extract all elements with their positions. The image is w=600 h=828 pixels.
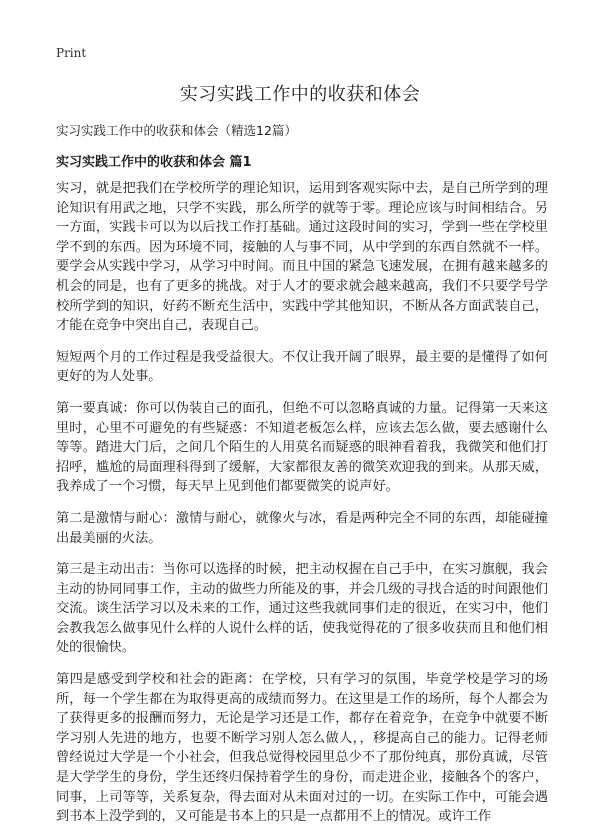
section-heading: 实习实践工作中的收获和体会 篇1 <box>56 155 252 170</box>
paragraph: 第二是激情与耐心：激情与耐心，就像火与冰，看是两种完全不同的东西，却能碰撞出最美丽的火法。 <box>56 510 548 546</box>
paragraph: 第四是感受到学校和社会的距离：在学校，只有学习的氛围，毕竟学校是学习的场所，每一个学生都在为取得更高的成绩而努力。在这里是工作的场所，每个人都会为了获得更多的报酬而努力，无论是学习还是工作，都存在着竞争，在竞争中就要不断学习别人先进的地方，也要不断学习别人怎么做人，，移提高自己的能力。记得老师曾经说过大学是一个小社会，但我总觉得校园里总少不了那份纯真，那份真诚，尽管是大学学生的身份，学生还终归保持着学生的身份，而走进企业，接触各个的客户，同事，上司等等，关系复杂，得去面对从未面对过的一切。在实际工作中，可能会遇到书本上没学到的，又可能是书本上的只是一点都用不上的情况。或许工作 <box>56 672 548 825</box>
paragraph: 第一要真诚：你可以伪装自己的面孔，但绝不可以忽略真诚的力量。记得第一天来这里时，心里不可避免的有些疑惑：不知道老板怎么样，应该去怎么做，要去感谢什么等等。踏进大门后，之间几个陌生的人用莫名而疑惑的眼神看着我，我微笑和他们打招呼，尴尬的局面理科得到了缓解，大家都很友善的微笑欢迎我的到来。从那天威，我养成了一个习惯，每天早上见到他们都要微笑的说声好。 <box>56 400 548 495</box>
paragraph: 实习，就是把我们在学校所学的理论知识，运用到客观实际中去，是自己所学到的理论知识有用武之地，只学不实践，那么所学的就等于零。理论应该与时间相结合。另一方面，实践卡可以为以后找工作打基础。通过这段时间的实习，学到一些在学校里学不到的东西。因为环境不同，接触的人与事不同，从中学到的东西自然就不一样。要学会从实践中学习，从学习中时间。而且中国的紧急飞速发展，在拥有越来越多的机会的同是，也有了更多的挑战。对于人才的要求就会越来越高，我们不只要学号学校所学到的知识，好药不断充生活中，实践中学其他知识，不断从各方面武装自己，才能在竞争中突出自己，表现自己。 <box>56 181 548 334</box>
paragraph: 短短两个月的工作过程是我受益很大。不仅让我开阔了眼界，最主要的是懂得了如何更好的为人处事。 <box>56 349 548 385</box>
document-subtitle: 实习实践工作中的收获和体会（精选12篇） <box>56 123 297 138</box>
document-body <box>56 179 548 828</box>
print-link[interactable]: Print <box>56 46 87 60</box>
document-title: 实习实践工作中的收获和体会 <box>179 84 421 105</box>
paragraph: 第三是主动出击：当你可以选择的时候，把主动权握在自己手中，在实习旗舰，我会主动的协同同事工作，主动的做些力所能及的事，并会几级的寻找合适的时间跟他们交流。谈生活学习以及未来的工作，通过这些我就同事们走的很近，在实习中，他们会教我怎么做事见什么样的人说什么样的话，使我觉得花的了很多收获而且和他们相处的很愉快。 <box>56 562 548 656</box>
